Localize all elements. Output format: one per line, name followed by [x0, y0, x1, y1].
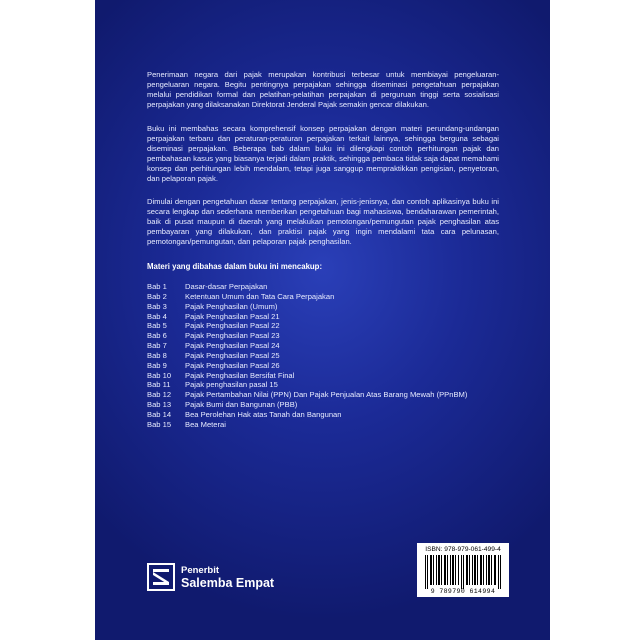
barcode	[423, 555, 503, 589]
chapter-item	[147, 380, 507, 390]
chapter-number: Bab 10	[147, 370, 172, 380]
description-paragraph-1: Penerimaan negara dari pajak merupakan kontribusi terbesar untuk membiayai pengeluaran-pengeluaran negara. Begitu pentingnya perpajakan sehingga diseminasi pengetahuan perpajakan melalui pendidikan formal dan pelatihan-pelatihan perpajakan di perguruan tinggi serta sosialisasi perpajakan yang dilaksanakan Direktorat Jenderal Pajak semakin gencar dilakukan.	[147, 70, 499, 109]
barcode-digits: 9 789790 614994	[430, 588, 496, 595]
chapter-item	[147, 351, 507, 361]
chapter-title: Pajak Penghasilan Pasal 25	[185, 350, 280, 360]
chapter-item	[147, 312, 507, 322]
chapter-title: Pajak Pertambahan Nilai (PPN) Dan Pajak Penjualan Atas Barang Mewah (PPnBM)	[185, 390, 468, 400]
chapter-number: Bab 1	[147, 282, 167, 291]
chapter-item	[147, 302, 507, 312]
chapter-item	[147, 371, 507, 381]
chapter-number: Bab 15	[147, 419, 172, 429]
publisher-label: Penerbit	[181, 564, 220, 576]
isbn-barcode-box	[417, 543, 509, 597]
chapter-number: Bab 5	[147, 321, 167, 331]
chapter-number: Bab 11	[147, 380, 171, 390]
description-paragraph-2: Buku ini membahas secara komprehensif konsep perpajakan dengan materi perundang-undangan perpajakan terbaru dan peraturan-peraturan perpajakan terkait lainnya, sehingga berguna sebagai diseminasi perpajakan. Beberapa bab dalam buku ini dilengkapi contoh perhitungan pajak dan pembahasan kasus yang biasanya terjadi dalam praktik, sehingga pembaca tidak saja dapat memahami konsep dan perhitungan lebih mendalam, tetapi juga sanggup mempraktikkan pengisian, penyetoran, dan pelaporan pajak.	[147, 124, 499, 183]
chapter-number: Bab 3	[147, 301, 167, 311]
chapter-title: Ketentuan Umum dan Tata Cara Perpajakan	[185, 291, 335, 301]
chapter-number: Bab 2	[147, 291, 167, 301]
chapter-item	[147, 341, 507, 351]
chapter-number: Bab 7	[147, 341, 167, 351]
chapter-title: Dasar-dasar Perpajakan	[185, 282, 268, 291]
chapter-item	[147, 410, 507, 420]
chapter-item	[147, 321, 507, 331]
chapter-title: Pajak Penghasilan (Umum)	[185, 301, 278, 311]
chapter-number: Bab 13	[147, 400, 172, 410]
chapter-number: Bab 12	[147, 390, 172, 400]
chapter-number: Bab 14	[147, 409, 172, 419]
chapter-title: Pajak Bumi dan Bangunan (PBB)	[185, 400, 298, 410]
chapter-item	[147, 390, 507, 400]
salemba-logo-icon	[147, 563, 175, 591]
chapter-title: Pajak Penghasilan Pasal 24	[185, 341, 280, 351]
chapter-number: Bab 9	[147, 360, 167, 370]
contents-heading: Materi yang dibahas dalam buku ini mencakup:	[147, 262, 323, 271]
back-cover	[95, 0, 550, 640]
chapter-title: Pajak Penghasilan Pasal 23	[185, 331, 280, 341]
publisher-name: Salemba Empat	[181, 575, 275, 590]
chapter-number: Bab 4	[147, 311, 167, 321]
chapter-number: Bab 8	[147, 350, 167, 360]
description-paragraph-3: Dimulai dengan pengetahuan dasar tentang perpajakan, jenis-jenisnya, dan contoh aplikasinya buku ini secara lengkap dan sederhana memberikan pengetahuan bagi mahasiswa, bendaharawan pemerintah, baik di pusat maupun di daerah yang melakukan pemotongan/pemungutan pajak penghasilan atas pembayaran yang dilakukan, dan praktisi pajak yang ingin mendalami tata cara pelunasan, pemotongan/pemungutan, dan pelaporan pajak penghasilan.	[147, 197, 499, 246]
isbn-number: ISBN: 978-979-061-499-4	[425, 546, 501, 553]
chapter-item	[147, 420, 507, 430]
chapter-title: Pajak Penghasilan Pasal 22	[185, 321, 280, 331]
chapter-item	[147, 361, 507, 371]
chapter-number: Bab 6	[147, 331, 167, 341]
chapter-list	[147, 282, 507, 430]
chapter-title: Pajak Penghasilan Bersifat Final	[185, 370, 295, 380]
chapter-item	[147, 282, 507, 292]
chapter-title: Bea Meterai	[185, 419, 226, 429]
chapter-item	[147, 292, 507, 302]
chapter-title: Pajak penghasilan pasal 15	[185, 380, 278, 390]
chapter-title: Pajak Penghasilan Pasal 21	[185, 311, 280, 321]
chapter-item	[147, 400, 507, 410]
publisher-block	[147, 561, 274, 593]
chapter-item	[147, 331, 507, 341]
chapter-title: Pajak Penghasilan Pasal 26	[185, 360, 280, 370]
chapter-title: Bea Perolehan Hak atas Tanah dan Bangunan	[185, 409, 342, 419]
